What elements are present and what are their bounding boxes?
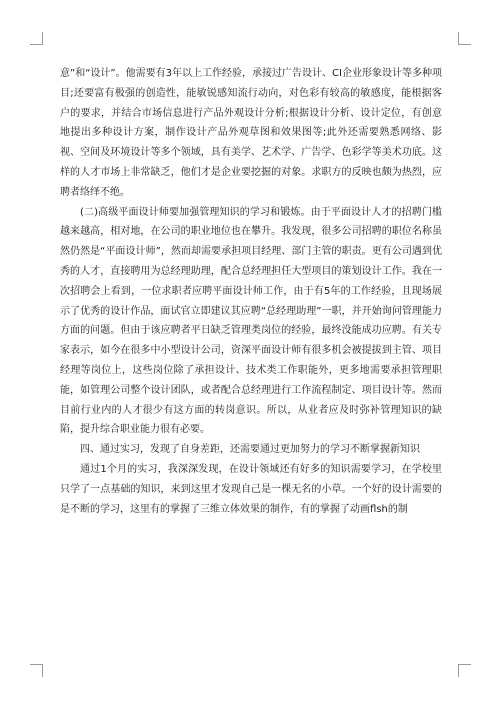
document-body: [60, 64, 442, 519]
paragraph-internship-reflection: 通过1个月的实习，我深深发现，在设计领域还有好多的知识需要学习，在学校里只学了一点基础的知识，来到这里才发现自己是一棵无名的小草。一个好的设计需要的是不断的学习，这里有的掌握了三维立体效果的制作，有的掌握了动画flsh的制: [60, 463, 442, 515]
crop-mark-bottom-right: [458, 664, 471, 677]
crop-mark-bottom-left: [30, 664, 43, 677]
paragraph-senior-designer-management: (二)高级平面设计师要加强管理知识的学习和锻炼。由于平面设计人才的招聘门槛越来越高，相对地，在公司的职业地位也在攀升。我发现，很多公司招聘的职位名称虽然仍然是“平面设计师”，然而却需要承担项目经理、部门主管的职责。更有公司遇到优秀的人才，直接聘用为总经理助理，配合总经理担任大型项目的策划设计工作。我在一次招聘会上看到，一位求职者应聘平面设计师工作，由于有5年的工作经验，且现场展示了优秀的设计作品，面试官立即建议其应聘“总经理助理”一职，并开始询问管理能力方面的问题。但由于该应聘者平日缺乏管理类岗位的经验，最终没能成功应聘。有关专家表示，如今在很多中小型设计公司，资深平面设计师有很多机会被提拔到主管、项目经理等岗位上，这些岗位除了承担设计、技术类工作职能外，更多地需要承担管理职能，如管理公司整个设计团队，或者配合总经理进行工作流程制定、项目设计等。然而目前行业内的人才很少有这方面的转岗意识。所以，从业者应及时弥补管理知识的缺陷，提升综合职业能力很有必要。: [60, 206, 442, 436]
crop-mark-top-right: [458, 32, 471, 45]
paragraph-continuation: 意”和“设计”。他需要有3年以上工作经验，承接过广告设计、CI企业形象设计等多种项目;还要富有极强的创造性，能敏锐感知流行动向，对色彩有较高的敏感度，能根据客户的要求，并结合市场信息进行产品外观设计分析;根据设计分析、设计定位，有创意地提出多种设计方案，制作设计产品外观草图和效果图等;此外还需要熟悉网络、影视、空间及环境设计等多个领域，具有美学、艺术学、广告学、色彩学等美术功底。这样的人才市场上非常缺乏，他们才是企业要挖掘的对象。求职方的反映也颇为热烈，应聘者络绎不绝。: [60, 68, 442, 198]
crop-mark-top-left: [30, 32, 43, 45]
section-heading-four: 四、通过实习，发现了自身差距，还需要通过更加努力的学习不断掌握新知识: [80, 444, 420, 456]
